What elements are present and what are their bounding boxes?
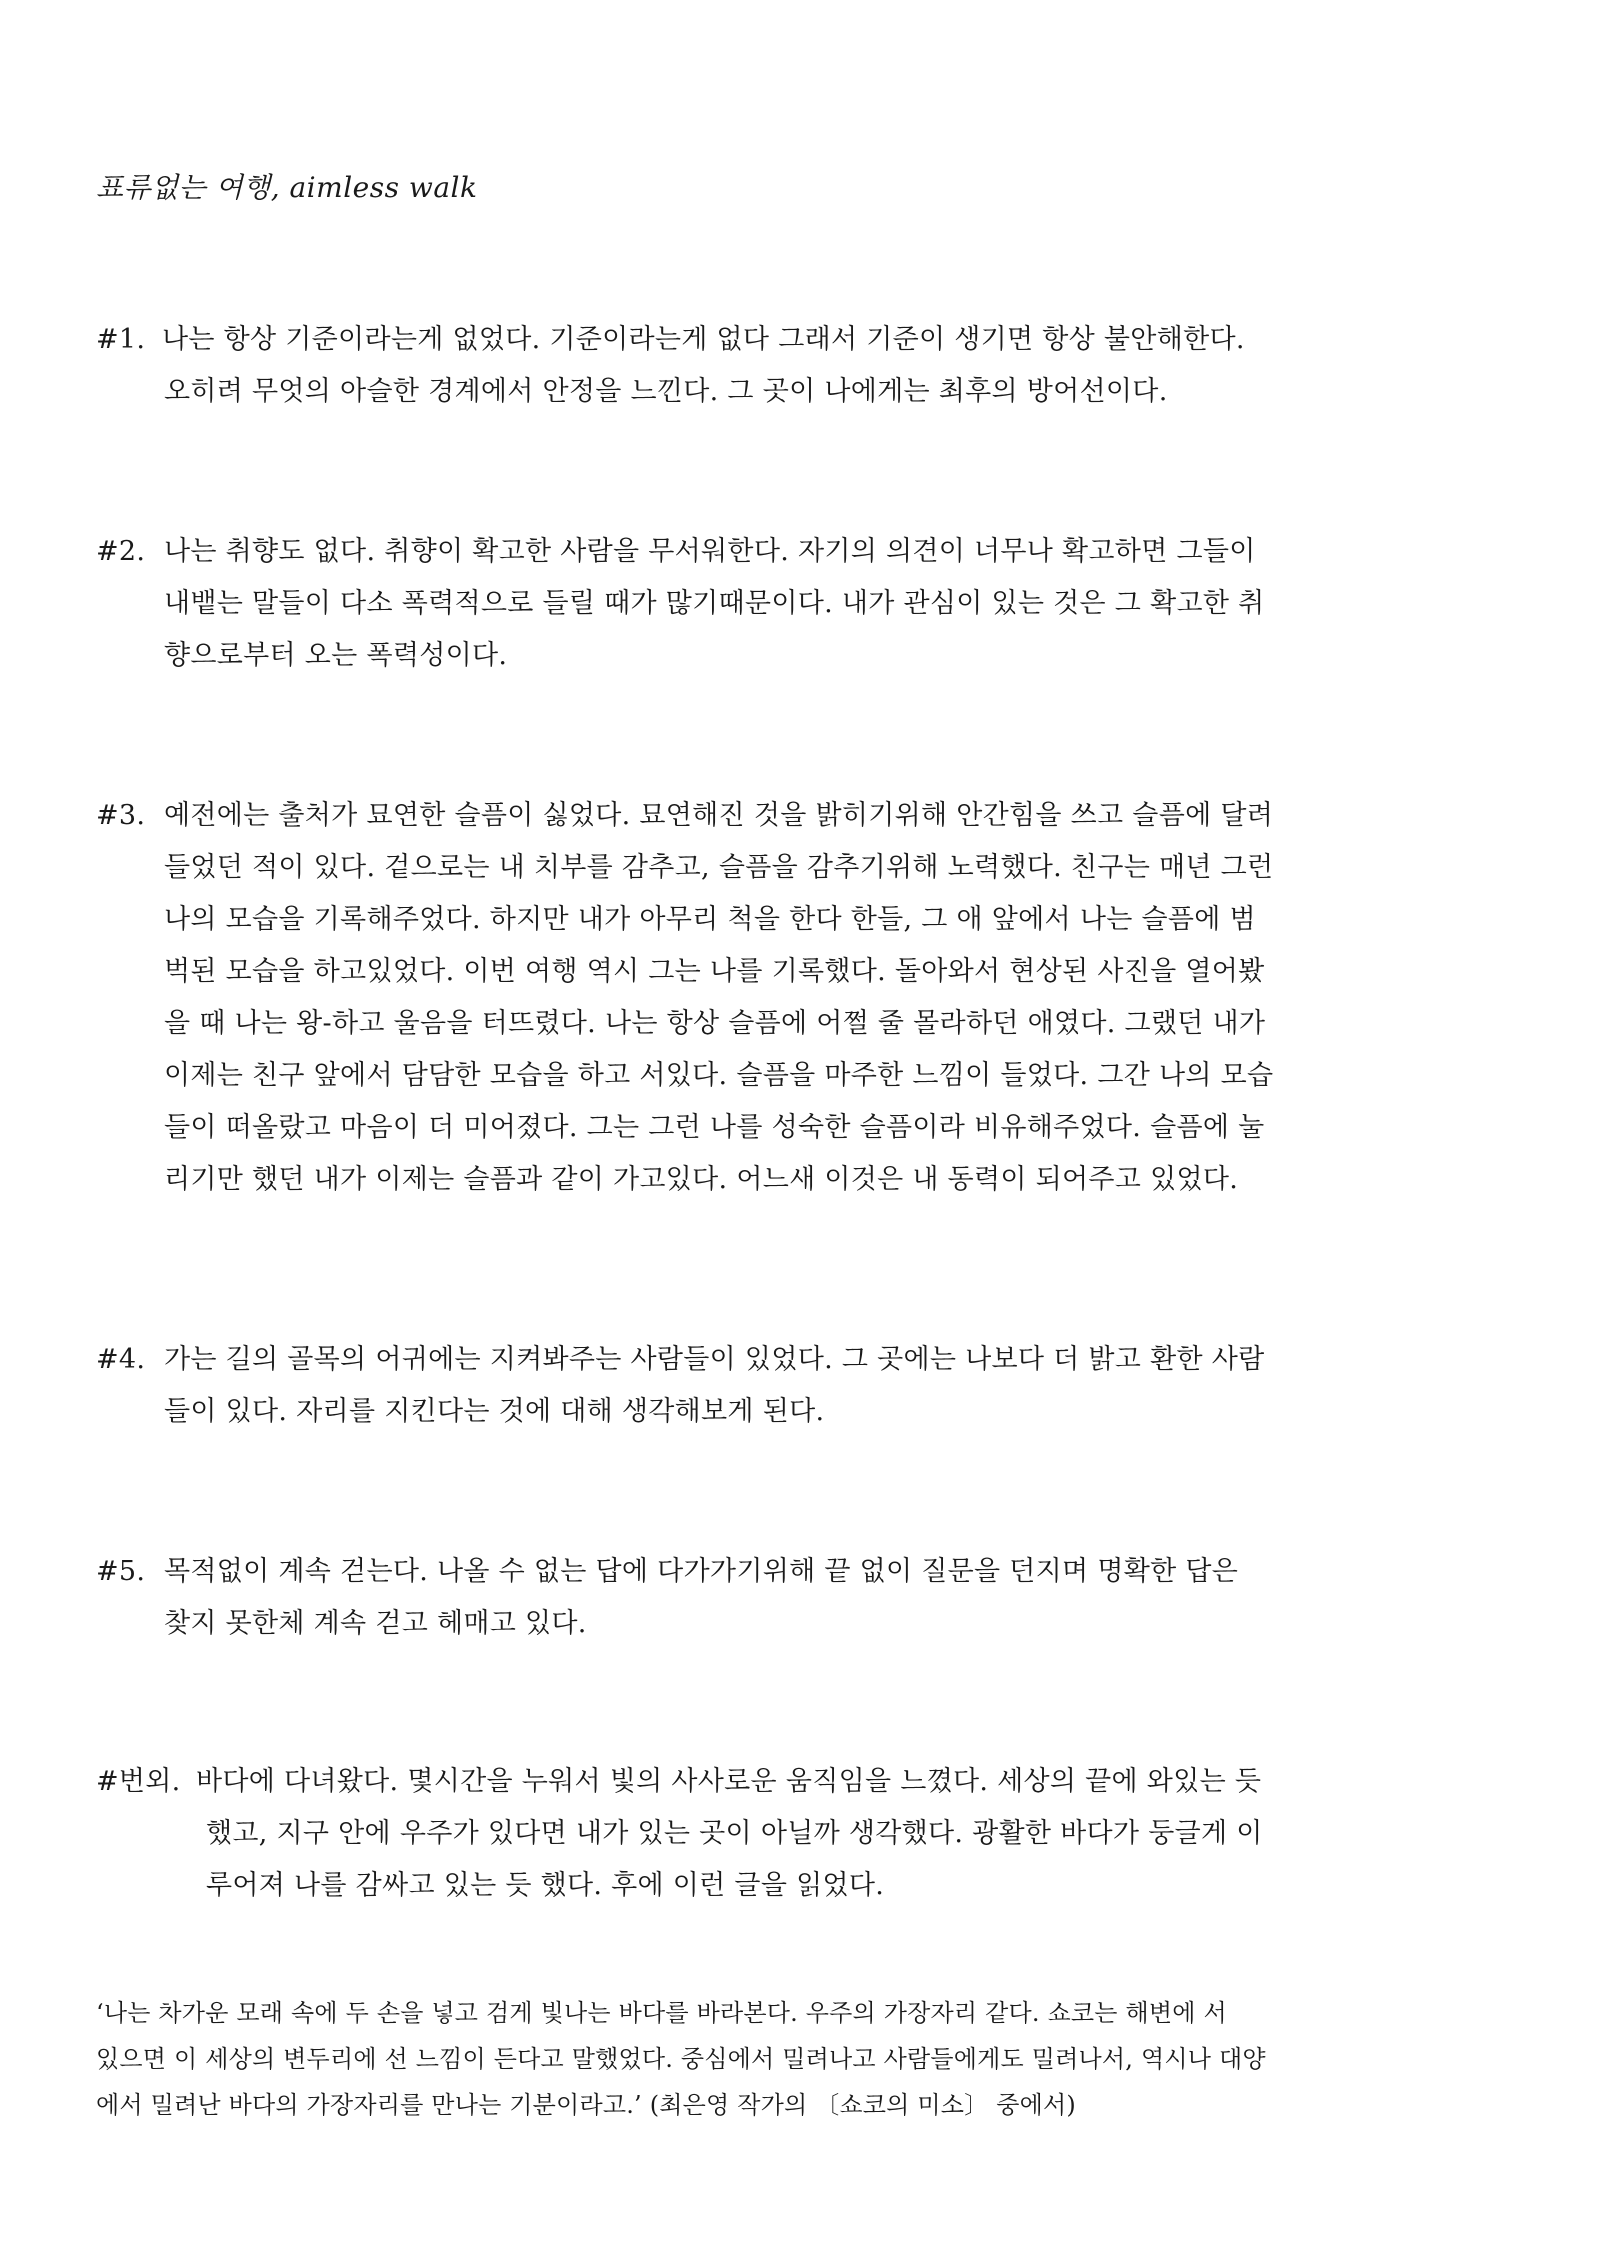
section-line: 벅된 모습을 하고있었다. 이번 여행 역시 그는 나를 기록했다. 돌아와서 현상된 사진을 열어봤 xyxy=(164,956,1265,987)
section-line: 을 때 나는 왕-하고 울음을 터뜨렸다. 나는 항상 슬픔에 어쩔 줄 몰라하던 애였다. 그랬던 내가 xyxy=(164,1008,1266,1039)
section-number: #1. xyxy=(96,324,146,355)
section-number: #5. xyxy=(96,1556,146,1587)
section-3 xyxy=(96,790,1516,1206)
section-line: 이제는 친구 앞에서 담담한 모습을 하고 서있다. 슬픔을 마주한 느낌이 들었다. 그간 나의 모습 xyxy=(164,1060,1274,1091)
section-line: 들었던 적이 있다. 겉으로는 내 치부를 감추고, 슬픔을 감추기위해 노력했다. 친구는 매년 그런 xyxy=(164,852,1274,883)
section-line: 오히려 무엇의 아슬한 경계에서 안정을 느낀다. 그 곳이 나에게는 최후의 방어선이다. xyxy=(164,376,1168,407)
section-line: 향으로부터 오는 폭력성이다. xyxy=(164,640,508,671)
section-line: 바다에 다녀왔다. 몇시간을 누워서 빛의 사사로운 움직임을 느꼈다. 세상의 끝에 와있는 듯 xyxy=(196,1766,1262,1797)
section-1 xyxy=(96,314,1516,418)
section-line: 가는 길의 골목의 어귀에는 지켜봐주는 사람들이 있었다. 그 곳에는 나보다 더 밝고 환한 사람 xyxy=(164,1344,1265,1375)
section-4 xyxy=(96,1334,1516,1438)
section-number: #4. xyxy=(96,1344,146,1375)
section-extra xyxy=(96,1756,1516,1912)
section-line: 들이 떠올랐고 마음이 더 미어졌다. 그는 그런 나를 성숙한 슬픔이라 비유해주었다. 슬픔에 눌 xyxy=(164,1112,1265,1143)
section-line: 내뱉는 말들이 다소 폭력적으로 들릴 때가 많기때문이다. 내가 관심이 있는 것은 그 확고한 취 xyxy=(164,588,1265,619)
section-5 xyxy=(96,1546,1516,1650)
section-line: 리기만 했던 내가 이제는 슬픔과 같이 가고있다. 어느새 이것은 내 동력이 되어주고 있었다. xyxy=(164,1164,1239,1195)
section-line: 찾지 못한체 계속 걷고 헤매고 있다. xyxy=(164,1608,587,1639)
section-number: #2. xyxy=(96,536,146,567)
section-line: 나의 모습을 기록해주었다. 하지만 내가 아무리 척을 한다 한들, 그 애 앞에서 나는 슬픔에 범 xyxy=(164,904,1256,935)
quote-block xyxy=(96,1990,1526,2128)
section-2 xyxy=(96,526,1516,682)
section-line: 예전에는 출처가 묘연한 슬픔이 싫었다. 묘연해진 것을 밝히기위해 안간힘을 쓰고 슬픔에 달려 xyxy=(164,800,1274,831)
section-number: #번외. xyxy=(96,1766,181,1797)
section-line: 루어져 나를 감싸고 있는 듯 했다. 후에 이런 글을 읽었다. xyxy=(206,1870,885,1901)
section-line: 나는 취향도 없다. 취향이 확고한 사람을 무서워한다. 자기의 의견이 너무나 확고하면 그들이 xyxy=(164,536,1256,567)
quote-line: 에서 밀려난 바다의 가장자리를 만나는 기분이라고.’ (최은영 작가의 〔쇼코의 미소〕 중에서) xyxy=(96,2091,1076,2119)
section-line: 했고, 지구 안에 우주가 있다면 내가 있는 곳이 아닐까 생각했다. 광활한 바다가 둥글게 이 xyxy=(206,1818,1263,1849)
section-line: 목적없이 계속 걷는다. 나올 수 없는 답에 다가가기위해 끝 없이 질문을 던지며 명확한 답은 xyxy=(164,1556,1239,1587)
quote-line: 있으면 이 세상의 변두리에 선 느낌이 든다고 말했었다. 중심에서 밀려나고 사람들에게도 밀려나서, 역시나 대양 xyxy=(96,2045,1266,2073)
section-line: 들이 있다. 자리를 지킨다는 것에 대해 생각해보게 된다. xyxy=(164,1396,825,1427)
document-title: 표류없는 여행, aimless walk xyxy=(96,171,478,204)
section-number: #3. xyxy=(96,800,146,831)
quote-line: ‘나는 차가운 모래 속에 두 손을 넣고 검게 빛나는 바다를 바라본다. 우주의 가장자리 같다. 쇼코는 해변에 서 xyxy=(96,1999,1227,2027)
section-line: 나는 항상 기준이라는게 없었다. 기준이라는게 없다 그래서 기준이 생기면 항상 불안해한다. xyxy=(162,324,1245,355)
